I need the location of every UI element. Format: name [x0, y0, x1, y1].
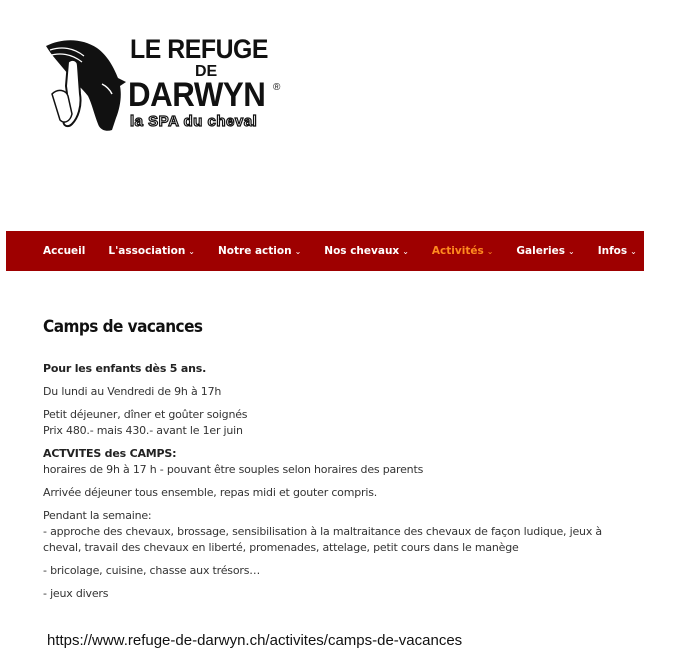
main-nav [6, 231, 694, 271]
nav-item-contact[interactable] [660, 245, 694, 257]
chevron-down-icon: ⌄ [402, 246, 409, 256]
nav-item-notre-action[interactable] [218, 245, 301, 257]
page-url: https://www.refuge-de-darwyn.ch/activites/camps-de-vacances [47, 632, 463, 649]
nav-label: Accueil [43, 245, 86, 257]
site-logo[interactable] [42, 34, 287, 134]
arrival-info: Arrivée déjeuner tous ensemble, repas midi et gouter compris. [43, 486, 378, 499]
nav-label: Activités [431, 245, 484, 257]
nav-label: Conta [659, 245, 694, 257]
week-item: - approche des chevaux, brossage, sensibilisation à la maltraitance des chevaux de façon ludique, jeux à cheval, travail des chevaux en liberté, promenades, attelage, petit cours dans le manège [43, 525, 602, 554]
meals-price-info [43, 407, 623, 439]
registered-mark: ® [273, 82, 281, 93]
week-item: - jeux divers [43, 587, 109, 600]
nav-item-activites[interactable] [432, 245, 494, 257]
activities-heading: ACTVITES des CAMPS: [43, 447, 177, 460]
main-content [43, 315, 623, 609]
meals-info: Petit déjeuner, dîner et goûter soignés [43, 408, 248, 421]
nav-item-galeries[interactable] [516, 245, 574, 257]
logo-de: DE [195, 63, 218, 80]
age-info: Pour les enfants dès 5 ans. [43, 362, 207, 375]
nav-item-association[interactable] [108, 245, 195, 257]
chevron-down-icon: ⌄ [294, 246, 302, 256]
hours-info: horaires de 9h à 17 h - pouvant être souples selon horaires des parents [43, 463, 424, 476]
nav-item-nos-chevaux[interactable] [324, 245, 409, 257]
nav-label: Notre action [218, 245, 292, 257]
chevron-down-icon: ⌄ [568, 246, 575, 256]
activities-block [43, 446, 623, 478]
week-item: - bricolage, cuisine, chasse aux trésors… [43, 564, 261, 577]
chevron-down-icon: ⌄ [630, 246, 637, 256]
chevron-down-icon: ⌄ [486, 246, 494, 256]
week-heading: Pendant la semaine: [43, 509, 152, 522]
page-title: Camps de vacances [43, 317, 203, 337]
price-info: Prix 480.- mais 430.- avant le 1er juin [43, 424, 243, 437]
nav-label: Nos chevaux [324, 245, 400, 257]
days-info: Du lundi au Vendredi de 9h à 17h [43, 385, 222, 398]
nav-item-infos[interactable] [598, 245, 637, 257]
chevron-down-icon: ⌄ [188, 246, 195, 256]
nav-label: Infos [597, 245, 628, 257]
logo-name: DARWYN [128, 76, 266, 114]
logo-tagline: la SPA du cheval [130, 113, 258, 130]
nav-item-accueil[interactable] [43, 245, 85, 257]
logo-title: LE REFUGE [130, 34, 269, 64]
nav-label: Galeries [516, 245, 565, 257]
week-block [43, 508, 623, 556]
nav-label: L'association [108, 245, 186, 257]
horse-head-icon [42, 34, 128, 134]
